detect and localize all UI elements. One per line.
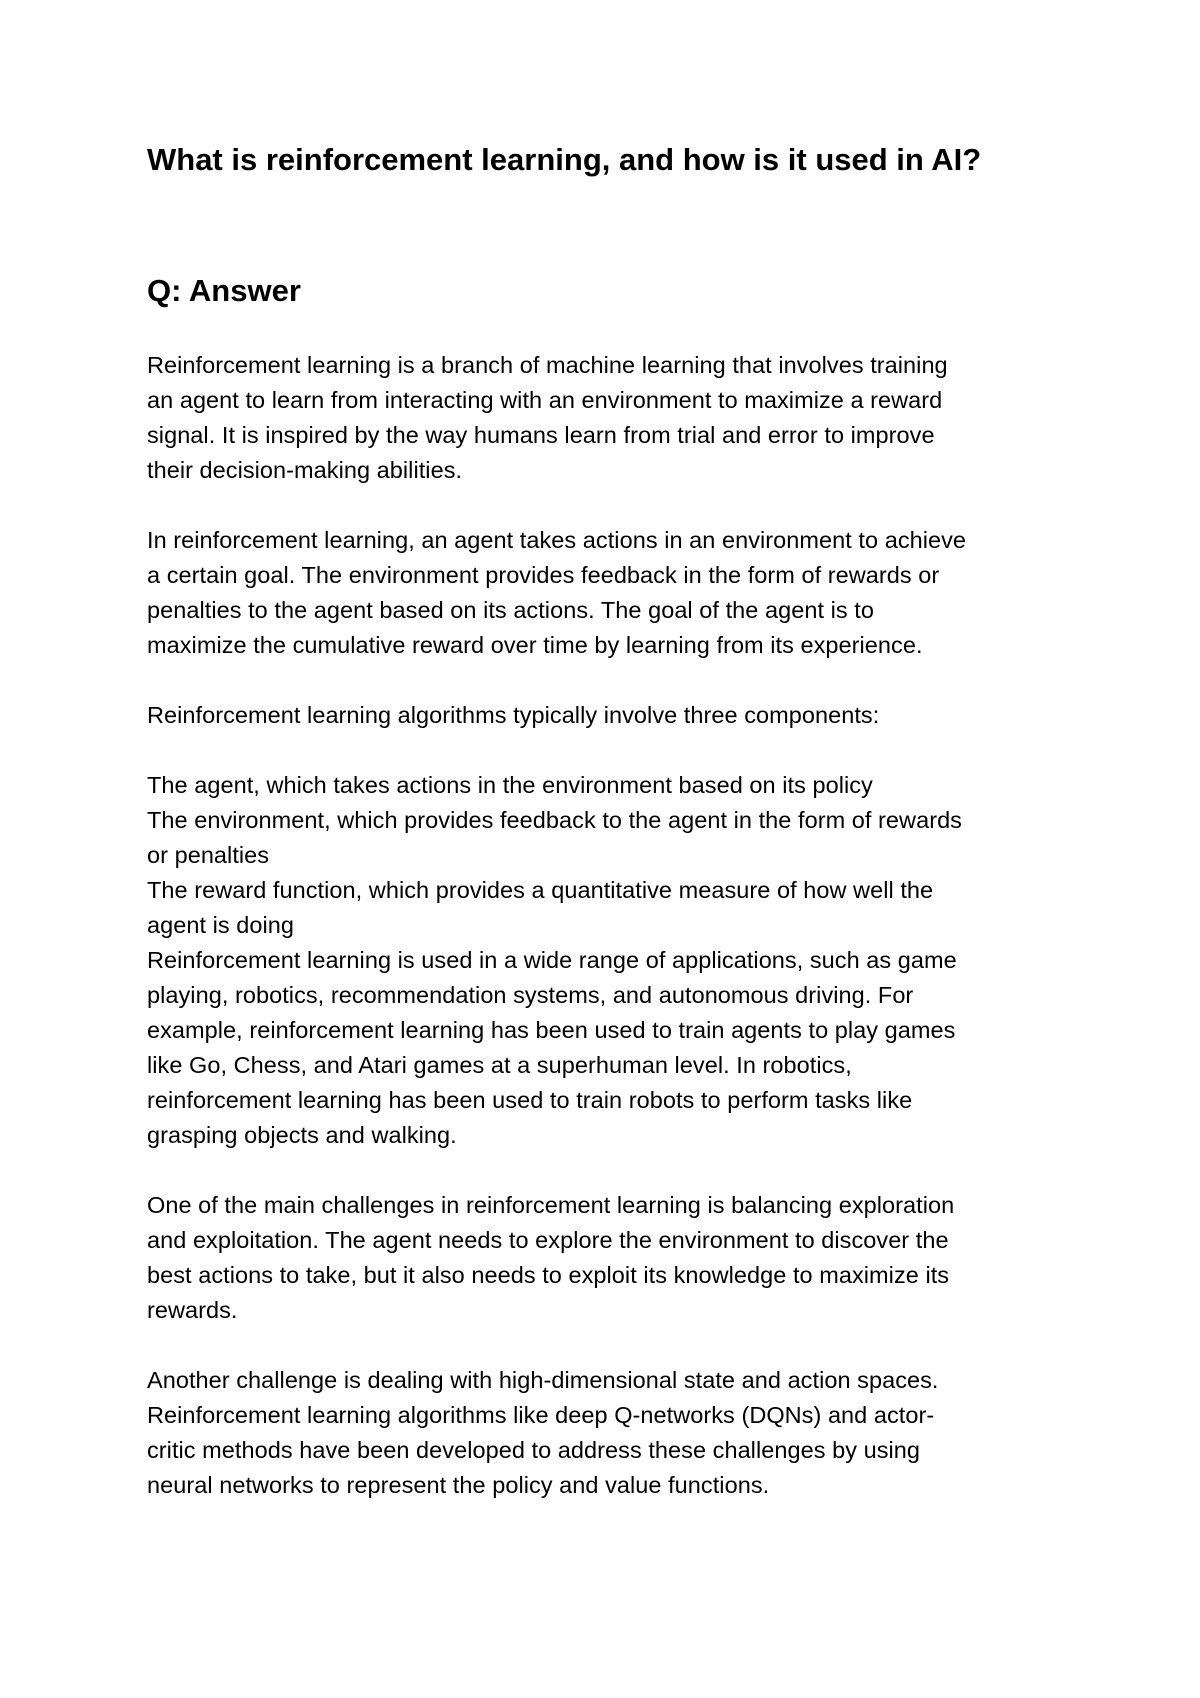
paragraph-state-spaces [147,1363,1087,1503]
document-title: What is reinforcement learning, and how is it used in AI? [147,142,982,177]
text-line: like Go, Chess, and Atari games at a superhuman level. In robotics, [147,1052,852,1078]
text-line: reinforcement learning has been used to train robots to perform tasks like [147,1087,913,1113]
text-line: example, reinforcement learning has been used to train agents to play games [147,1017,956,1043]
text-line: their decision-making abilities. [147,457,463,483]
paragraph-components-applications [147,768,1087,1153]
text-line: signal. It is inspired by the way humans learn from trial and error to improve [147,422,935,448]
text-line: Another challenge is dealing with high-dimensional state and action spaces. [147,1367,939,1393]
text-line: One of the main challenges in reinforcement learning is balancing exploration [147,1192,955,1218]
text-line: penalties to the agent based on its actions. The goal of the agent is to [147,597,874,623]
paragraph-gap [147,488,1087,523]
answer-body [147,348,1087,1503]
paragraph-gap [147,1328,1087,1363]
text-line: best actions to take, but it also needs to exploit its knowledge to maximize its [147,1262,950,1288]
paragraph-gap [147,1153,1087,1188]
paragraph-exploration [147,1188,1087,1328]
text-line: and exploitation. The agent needs to explore the environment to discover the [147,1227,949,1253]
paragraph-gap [147,733,1087,768]
text-line: critic methods have been developed to address these challenges by using [147,1437,921,1463]
text-line: an agent to learn from interacting with an environment to maximize a reward [147,387,943,413]
text-line: rewards. [147,1297,238,1323]
text-line: In reinforcement learning, an agent takes actions in an environment to achieve [147,527,967,553]
text-line: Reinforcement learning algorithms like deep Q-networks (DQNs) and actor- [147,1402,935,1428]
text-line: The reward function, which provides a quantitative measure of how well the [147,877,934,903]
text-line: Reinforcement learning is a branch of machine learning that involves training [147,352,948,378]
paragraph-intro [147,348,1087,488]
text-line: playing, robotics, recommendation systems, and autonomous driving. For [147,982,914,1008]
paragraph-gap [147,663,1087,698]
text-line: neural networks to represent the policy and value functions. [147,1472,770,1498]
paragraph-agent-environment [147,523,1087,663]
text-line: The agent, which takes actions in the environment based on its policy [147,772,873,798]
text-line: maximize the cumulative reward over time by learning from its experience. [147,632,923,658]
text-line: The environment, which provides feedback to the agent in the form of rewards [147,807,962,833]
text-line: or penalties [147,842,270,868]
text-line: grasping objects and walking. [147,1122,457,1148]
paragraph-components-intro [147,698,1087,733]
text-line: a certain goal. The environment provides feedback in the form of rewards or [147,562,940,588]
document-page [147,140,1087,1498]
text-line: Reinforcement learning algorithms typically involve three components: [147,702,880,728]
answer-heading: Q: Answer [147,273,301,308]
text-line: agent is doing [147,912,295,938]
text-line: Reinforcement learning is used in a wide range of applications, such as game [147,947,957,973]
